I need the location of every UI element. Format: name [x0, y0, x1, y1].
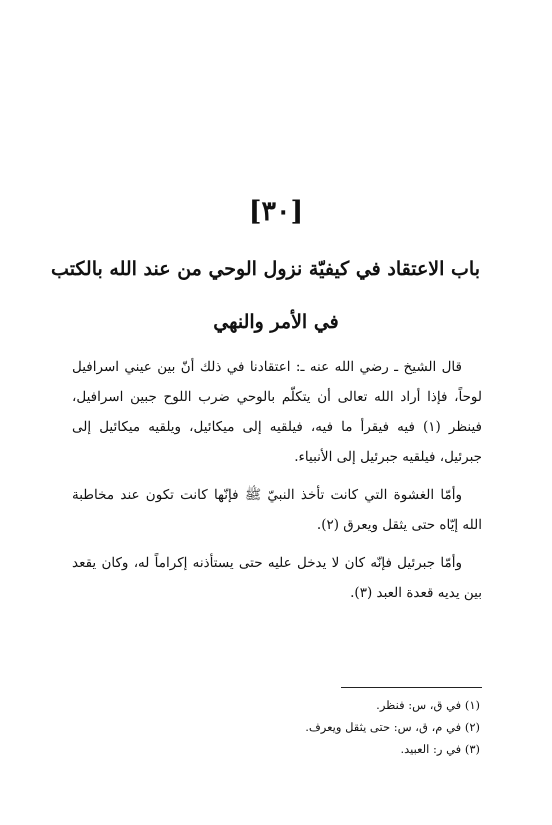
footnote-2: (٢) في م، ق، س: حتى يثقل ويعرف. — [305, 720, 480, 734]
footnote-3: (٣) في ر: العبيد. — [400, 742, 480, 756]
chapter-number: [٣٠] — [248, 196, 304, 227]
paragraph-2: وأمّا الغشوة التي كانت تأخذ النبيّ ﷺ فإنّها كانت تكون عند مخاطبة الله إيّاه حتى يثقل ويعرق (٢). — [72, 487, 482, 533]
chapter-title-line-1: باب الاعتقاد في كيفيّة نزول الوحي من عند الله بالكتب — [51, 258, 480, 280]
paragraph-1: قال الشيخ ـ رضي الله عنه ـ: اعتقادنا في ذلك أنّ بين عيني اسرافيل لوحاً، فإذا أراد الله تعالى أن يتكلّم بالوحي ضرب اللوح جبين اسرافيل، فينظر (١) فيه فيقرأ ما فيه، فيلقيه إلى ميكائيل، ويلقيه ميكائيل إلى جبرئيل، فيلقيه جبرئيل إلى الأنبياء. — [72, 359, 482, 465]
chapter-title-line-2: في الأمر والنهي — [213, 311, 339, 333]
footnote-1: (١) في ق، س: فنظر. — [376, 698, 480, 712]
footnotes — [180, 694, 480, 760]
footnote-divider — [341, 687, 482, 688]
body-text — [72, 352, 482, 616]
paragraph-3: وأمّا جبرئيل فإنّه كان لا يدخل عليه حتى يستأذنه إكراماً له، وكان يقعد بين يديه قعدة العبد (٣). — [72, 555, 482, 601]
